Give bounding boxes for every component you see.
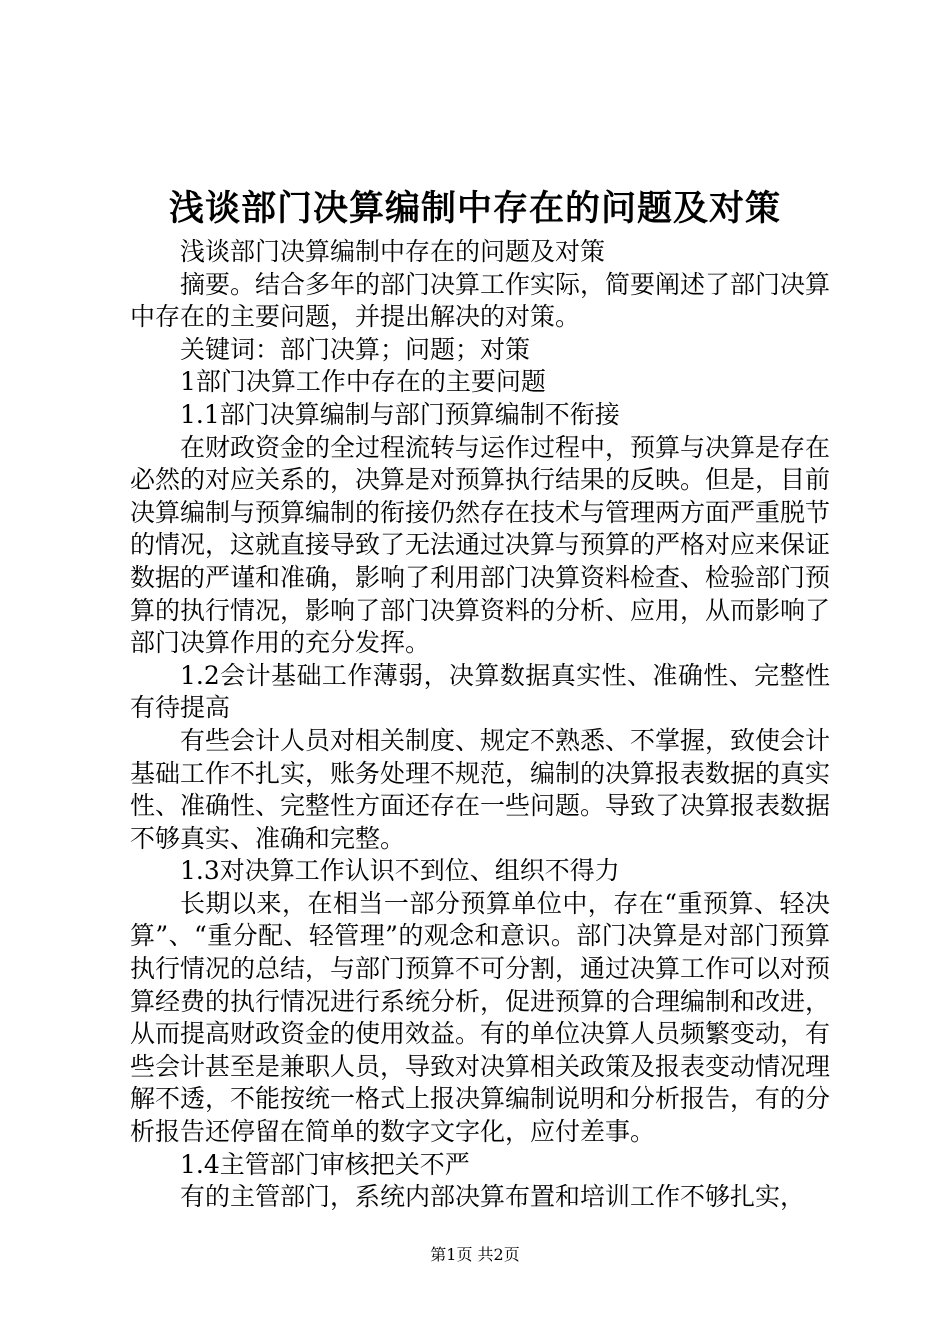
subsection-heading-1-1: 1.1部门决算编制与部门预算编制不衔接 <box>180 399 620 429</box>
document-body <box>130 236 830 1214</box>
paragraph-abstract: 摘要。结合多年的部门决算工作实际，简要阐述了部门决算中存在的主要问题，并提出解决的对策。 <box>130 269 831 332</box>
paragraph-1-3: 长期以来，在相当一部分预算单位中，存在“重预算、轻决算”、“重分配、轻管理”的观念和意识。部门决算是对部门预算执行情况的总结，与部门预算不可分割，通过决算工作可以对预算经费的执行情况进行系统分析，促进预算的合理编制和改进，从而提高财政资金的使用效益。有的单位决算人员频繁变动，有些会计甚至是兼职人员，导致对决算相关政策及报表变动情况理解不透，不能按统一格式上报决算编制说明和分析报告，有的分析报告还停留在简单的数字文字化，应付差事。 <box>130 888 831 1147</box>
page-indicator: 第1页 共2页 <box>430 1245 520 1264</box>
paragraph-keywords: 关键词：部门决算；问题；对策 <box>180 334 531 364</box>
subsection-heading-1-4: 1.4主管部门审核把关不严 <box>180 1149 470 1179</box>
subsection-heading-1-3: 1.3对决算工作认识不到位、组织不得力 <box>180 856 620 886</box>
paragraph-1-1: 在财政资金的全过程流转与运作过程中，预算与决算是存在必然的对应关系的，决算是对预算执行结果的反映。但是，目前决算编制与预算编制的衔接仍然存在技术与管理两方面严重脱节的情况，这就直接导致了无法通过决算与预算的严格对应来保证数据的严谨和准确，影响了利用部门决算资料检查、检验部门预算的执行情况，影响了部门决算资料的分析、应用，从而影响了部门决算作用的充分发挥。 <box>130 432 831 658</box>
paragraph-1-4: 有的主管部门，系统内部决算布置和培训工作不够扎实， <box>180 1182 806 1212</box>
paragraph-subtitle: 浅谈部门决算编制中存在的问题及对策 <box>180 237 606 266</box>
document-title: 浅谈部门决算编制中存在的问题及对策 <box>168 188 781 229</box>
paragraph-1-2: 有些会计人员对相关制度、规定不熟悉、不掌握，致使会计基础工作不扎实，账务处理不规范，编制的决算报表数据的真实性、准确性、完整性方面还存在一些问题。导致了决算报表数据不够真实、准确和完整。 <box>130 725 831 853</box>
section-heading-1: 1部门决算工作中存在的主要问题 <box>180 367 546 397</box>
subsection-heading-1-2: 1.2会计基础工作薄弱，决算数据真实性、准确性、完整性有待提高 <box>130 660 830 723</box>
